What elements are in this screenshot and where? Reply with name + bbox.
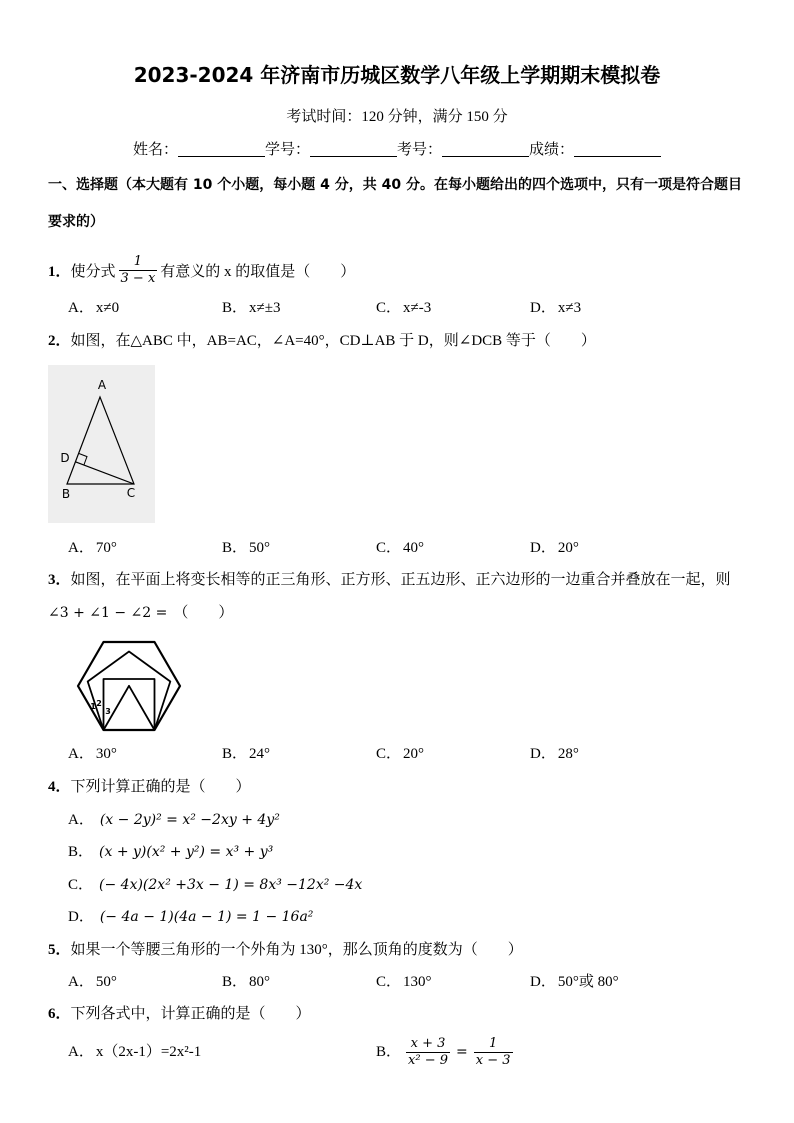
option-d xyxy=(530,538,684,558)
option-letter: A． xyxy=(68,300,94,316)
question-stem: 有意义的 x 的取值是（ ） xyxy=(160,263,356,280)
option-letter: D． xyxy=(530,540,556,556)
option-expression: (− 4x)(2x² +3x − 1) = 8x³ −12x² −4x xyxy=(99,877,363,893)
option-text: 130° xyxy=(403,974,432,990)
exam-title: 2023-2024 年济南市历城区数学八年级上学期期末模拟卷 xyxy=(133,63,661,87)
question-1-options xyxy=(68,298,684,318)
polygons-figure xyxy=(74,638,186,734)
option-a xyxy=(68,810,280,830)
exam-number-blank xyxy=(442,141,529,157)
exam-number-label: 考号： xyxy=(397,142,443,158)
option-b xyxy=(376,1036,684,1069)
fraction-denominator: x² − 9 xyxy=(408,1052,448,1068)
fraction xyxy=(119,254,158,287)
label-d: D xyxy=(60,451,70,465)
question-5 xyxy=(48,940,523,960)
option-b xyxy=(222,744,376,764)
option-c xyxy=(376,538,530,558)
option-d xyxy=(530,972,684,992)
pentagon xyxy=(88,652,171,731)
option-text: 30° xyxy=(95,746,117,762)
option-b xyxy=(222,972,376,992)
exam-subtitle: 考试时间：120 分钟，满分 150 分 xyxy=(286,109,508,125)
angle-formula: ∠3 + ∠1 − ∠2 = xyxy=(48,605,168,621)
option-d xyxy=(530,298,684,318)
option-a xyxy=(68,1042,376,1062)
question-number: 1． xyxy=(48,263,71,280)
option-letter: D． xyxy=(68,909,94,925)
option-d xyxy=(530,744,684,764)
option-letter: C． xyxy=(376,540,402,556)
option-letter: C． xyxy=(376,746,402,762)
option-text: 70° xyxy=(95,540,117,556)
answer-blank: （ ） xyxy=(173,605,234,621)
option-b xyxy=(222,538,376,558)
option-text: 50° xyxy=(95,974,117,990)
question-4 xyxy=(48,777,251,797)
option-letter: B． xyxy=(222,300,248,316)
option-letter: A． xyxy=(68,1044,94,1060)
question-number: 6． xyxy=(48,1006,71,1022)
fraction-denominator: 3 − x xyxy=(120,270,156,286)
option-text: 24° xyxy=(249,746,271,762)
option-text: x≠0 xyxy=(95,300,120,316)
section-heading: 一、选择题（本大题有 10 个小题，每小题 4 分，共 40 分。在每小题给出的四个选项中，只有一项是符合题目要求的） xyxy=(48,177,742,230)
option-text: 28° xyxy=(557,746,579,762)
question-6 xyxy=(48,1004,311,1024)
option-d xyxy=(68,907,313,927)
option-expression: (− 4a − 1)(4a − 1) = 1 − 16a² xyxy=(99,909,314,925)
triangle-figure xyxy=(48,365,155,523)
name-blank xyxy=(178,141,265,157)
question-stem: 如图，在平面上将变长相等的正三角形、正方形、正五边形、正六边形的一边重合并叠放在一起，则 xyxy=(70,572,731,588)
option-letter: C． xyxy=(376,974,402,990)
question-stem: 下列计算正确的是（ ） xyxy=(70,779,251,795)
option-letter: D． xyxy=(530,746,556,762)
option-letter: B． xyxy=(376,1044,402,1060)
option-text: 20° xyxy=(403,746,425,762)
option-a xyxy=(68,538,222,558)
question-3-formula-line xyxy=(48,603,233,623)
question-4-option-a xyxy=(68,810,280,830)
student-id-blank xyxy=(310,141,397,157)
option-c xyxy=(376,298,530,318)
name-label: 姓名： xyxy=(132,142,178,158)
score-blank xyxy=(574,141,661,157)
option-text: x≠3 xyxy=(557,300,582,316)
option-text: 40° xyxy=(403,540,425,556)
option-letter: A． xyxy=(68,540,94,556)
question-1 xyxy=(48,252,355,288)
option-letter: B． xyxy=(222,540,248,556)
question-3-options xyxy=(68,744,684,764)
question-2-options xyxy=(68,538,684,558)
option-c xyxy=(376,972,530,992)
option-a xyxy=(68,744,222,764)
equilateral-triangle xyxy=(104,686,155,730)
student-id-label: 学号： xyxy=(264,142,310,158)
option-letter: B． xyxy=(222,974,248,990)
question-3 xyxy=(48,570,731,590)
question-number: 4． xyxy=(48,779,71,795)
option-c xyxy=(68,875,362,895)
option-text: x≠±3 xyxy=(249,300,281,316)
label-a: A xyxy=(97,378,107,392)
option-letter: A． xyxy=(68,974,94,990)
question-stem: 如图，在△ABC 中，AB=AC，∠A=40°，CD⊥AB 于 D，则∠DCB 等于（ ） xyxy=(70,333,596,349)
option-letter: D． xyxy=(530,300,556,316)
question-stem: 如果一个等腰三角形的一个外角为 130°，那么顶角的度数为（ ） xyxy=(70,942,523,958)
fraction-numerator: 1 xyxy=(488,1035,498,1051)
option-text: 80° xyxy=(249,974,271,990)
option-text: 50°或 80° xyxy=(557,974,619,990)
score-label: 成绩： xyxy=(529,142,575,158)
fraction-denominator: x − 3 xyxy=(475,1052,511,1068)
question-4-option-d xyxy=(68,907,313,927)
option-expression: (x + y)(x² + y²) = x³ + y³ xyxy=(99,844,274,860)
question-number: 5． xyxy=(48,942,71,958)
question-4-option-c xyxy=(68,875,362,895)
label-c: C xyxy=(126,486,136,500)
option-a xyxy=(68,972,222,992)
question-5-options xyxy=(68,972,684,992)
fraction-numerator: 1 xyxy=(133,253,143,269)
fraction-numerator: x + 3 xyxy=(410,1035,446,1051)
option-c xyxy=(376,744,530,764)
option-b xyxy=(68,842,273,862)
question-2 xyxy=(48,331,596,351)
question-number: 2． xyxy=(48,333,71,349)
question-stem: 下列各式中，计算正确的是（ ） xyxy=(70,1006,311,1022)
fraction-left xyxy=(406,1036,450,1069)
option-letter: C． xyxy=(376,300,402,316)
angle-label-1: 1 xyxy=(90,702,96,711)
angle-label-3: 3 xyxy=(105,707,111,716)
option-letter: B． xyxy=(68,844,94,860)
option-text: 20° xyxy=(557,540,579,556)
option-a xyxy=(68,298,222,318)
fraction-right xyxy=(474,1036,513,1069)
label-b: B xyxy=(61,487,71,501)
question-stem: 使分式 xyxy=(70,263,116,280)
option-letter: A． xyxy=(68,812,94,828)
option-letter: B． xyxy=(222,746,248,762)
option-letter: D． xyxy=(530,974,556,990)
option-text: x≠-3 xyxy=(403,300,432,316)
option-text: 50° xyxy=(249,540,271,556)
angle-label-2: 2 xyxy=(96,699,102,708)
option-text: x（2x-1）=2x²-1 xyxy=(95,1044,202,1060)
question-6-options xyxy=(68,1032,684,1072)
option-expression: (x − 2y)² = x² −2xy + 4y² xyxy=(99,812,280,828)
option-letter: A． xyxy=(68,746,94,762)
question-number: 3． xyxy=(48,572,71,588)
option-b xyxy=(222,298,376,318)
equals-sign: = xyxy=(456,1044,468,1060)
question-4-option-b xyxy=(68,842,273,862)
student-info-line xyxy=(0,140,794,160)
option-letter: C． xyxy=(68,877,94,893)
